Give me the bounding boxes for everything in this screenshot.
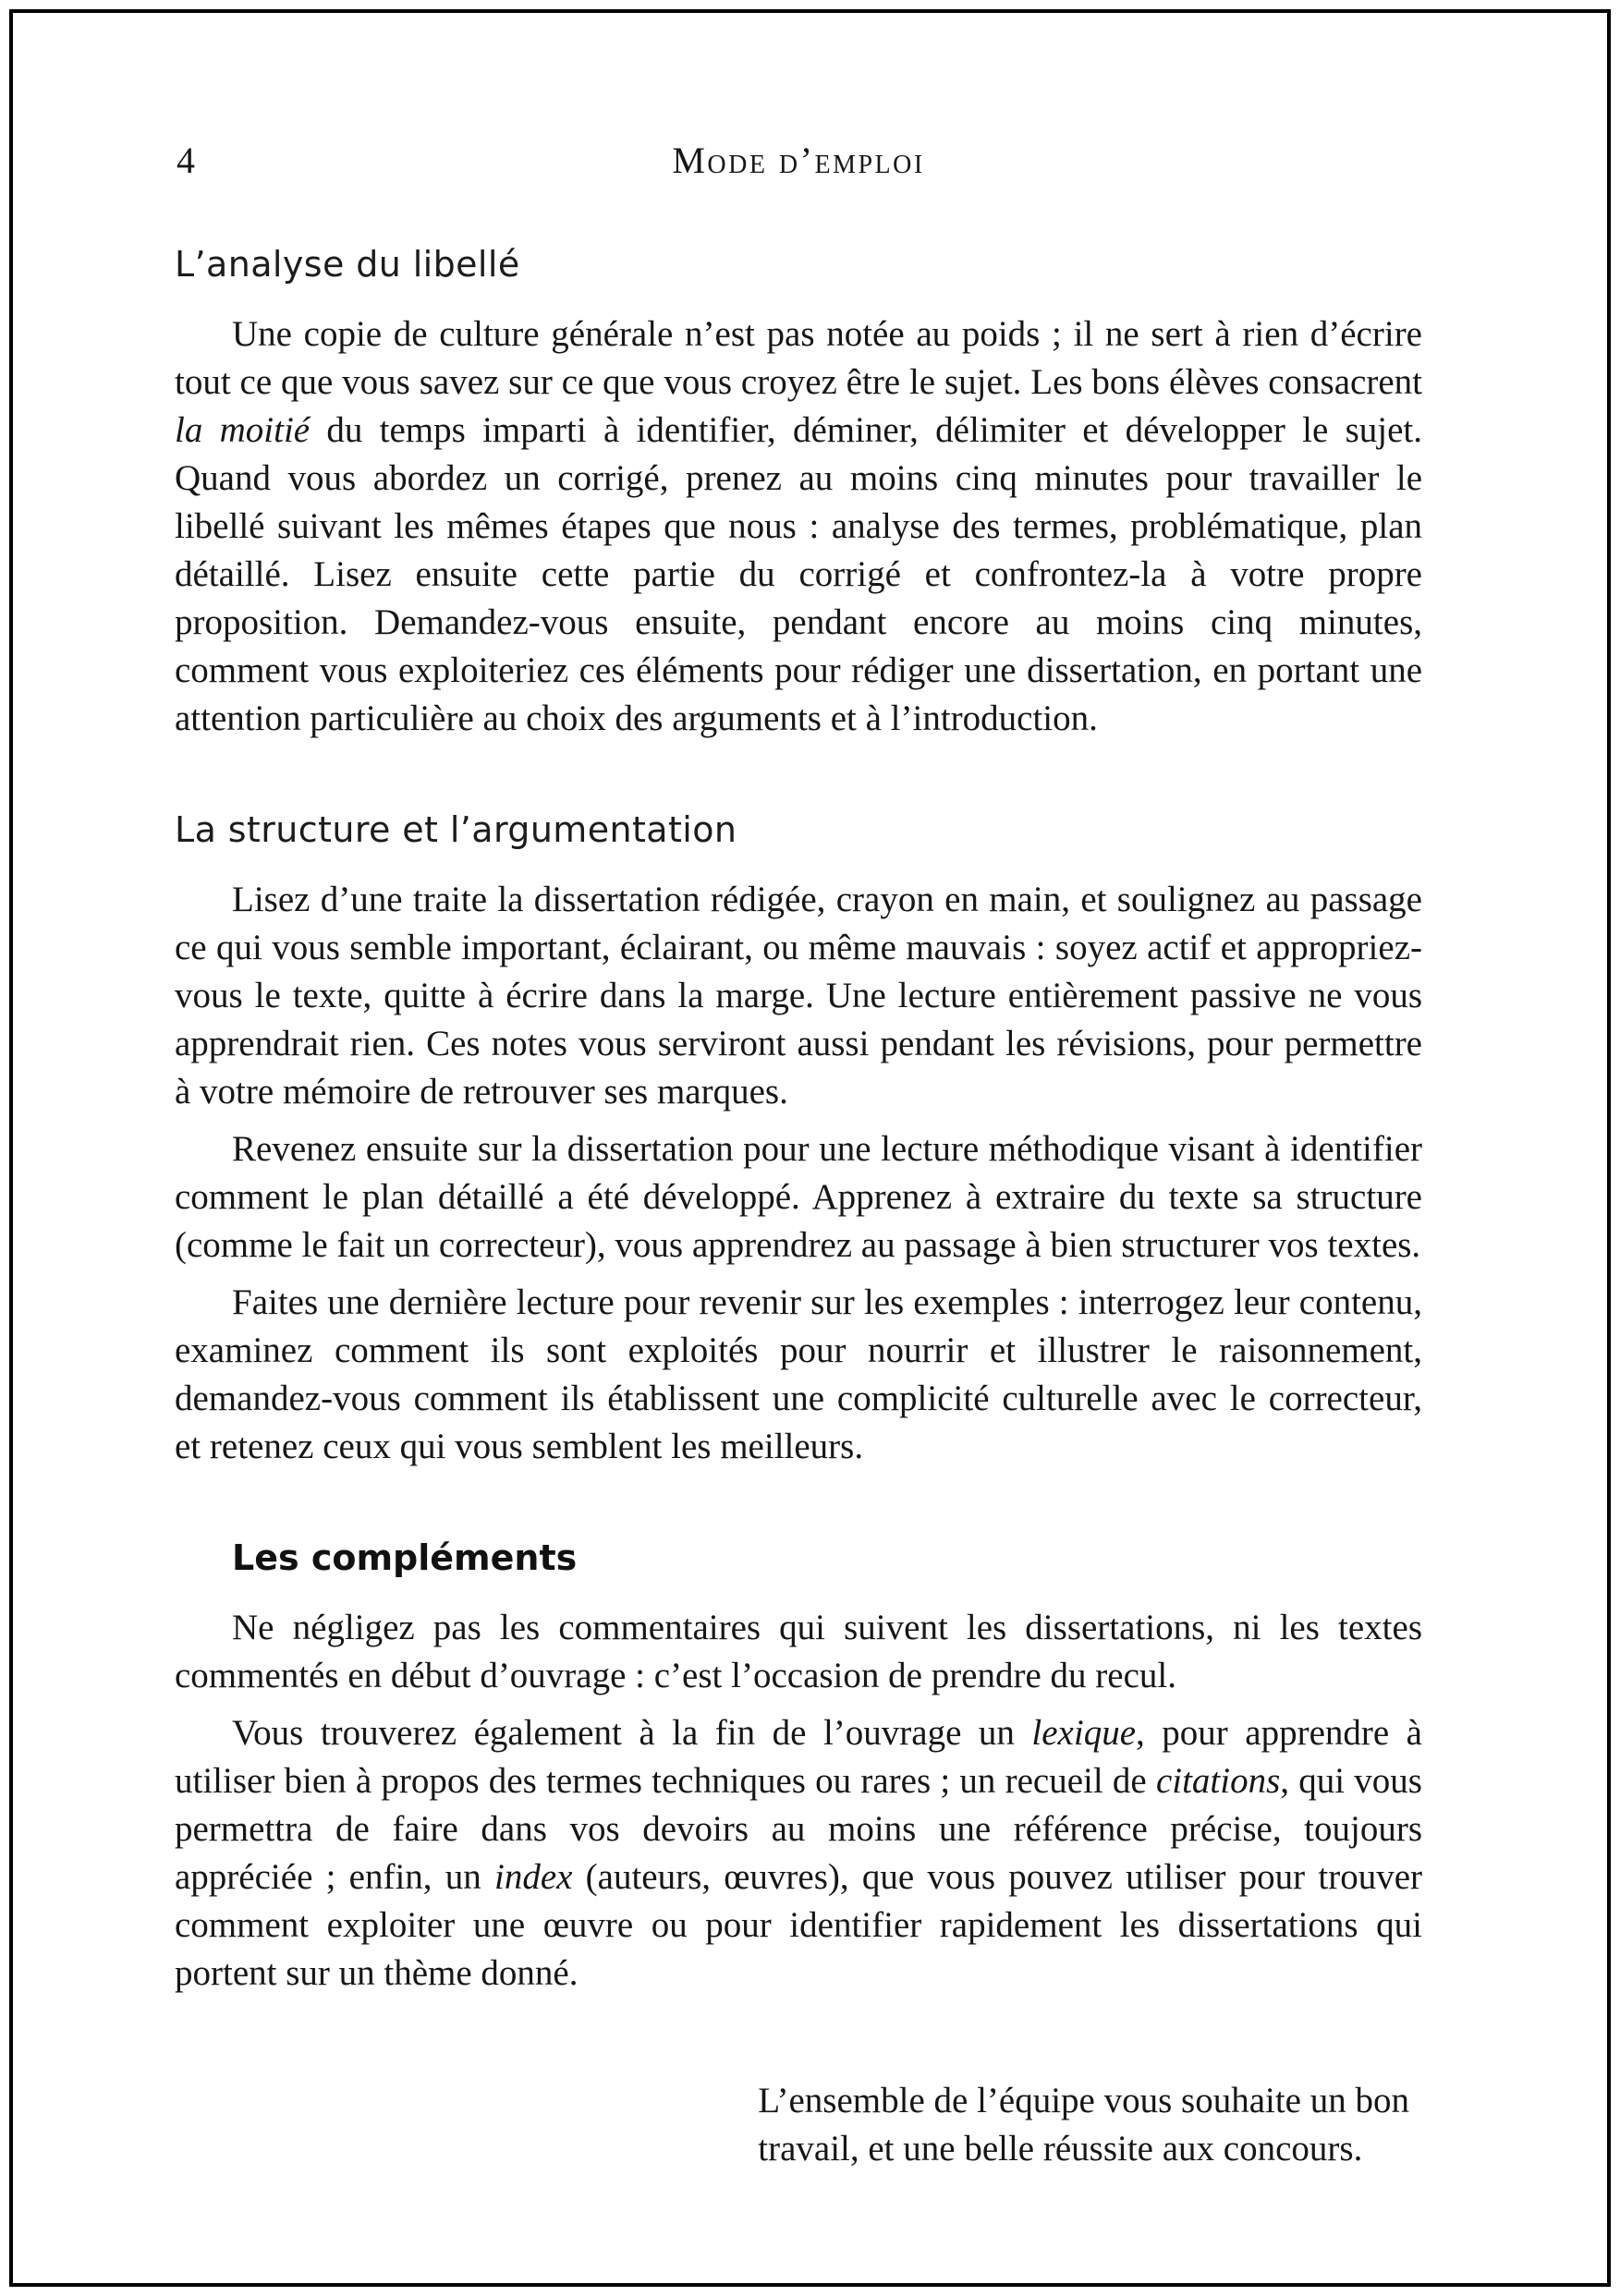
text-segment: Vous trouverez également à la fin de l’ouvrage un — [232, 1713, 1032, 1753]
text-segment: Faites une dernière lecture pour revenir sur les exemples : interrogez leur contenu, examinez comment ils sont exploités pour nourrir et illustrer le raisonnement, demandez-vous comment ils établissent une complicité culturelle avec le correcteur, et retenez ceux qui vous semblent les meilleurs. — [175, 1282, 1422, 1466]
text-segment: Revenez ensuite sur la dissertation pour une lecture méthodique visant à identifier comment le plan détaillé a été développé. Apprenez à extraire du texte sa structure (comme le fait un correcteur), vous apprendrez au passage à bien structurer vos textes. — [175, 1129, 1422, 1265]
section-heading: L’analyse du libellé — [175, 244, 520, 285]
section — [175, 1537, 1422, 1998]
text-segment: du temps imparti à identifier, déminer, délimiter et développer le sujet. Quand vous abordez un corrigé, prenez au moins cinq minutes pour travailler le libellé suivant les mêmes étapes que nous : analyse des termes, problématique, plan détaillé. Lisez ensuite cette partie du corrigé et confrontez-la à votre propre proposition. Demandez-vous ensuite, pendant encore au moins cinq minutes, comment vous exploiteriez ces éléments pour rédiger une dissertation, en portant une attention particulière au choix des arguments et à l’introduction. — [175, 410, 1422, 738]
closing-line: travail, et une belle réussite aux concours. — [758, 2129, 1363, 2168]
text-segment: , qui vous permettra de faire dans vos devoirs au moins une référence précise, toujours appréciée ; enfin, un — [175, 1761, 1422, 1897]
paragraph — [175, 1604, 1422, 1700]
section — [175, 244, 1422, 743]
section-heading: La structure et l’argumentation — [175, 809, 737, 850]
paragraph — [175, 1125, 1422, 1269]
italic-text: index — [493, 1857, 573, 1897]
text-segment: Ne négligez pas les commentaires qui suivent les dissertations, ni les textes commentés en début d’ouvrage : c’est l’occasion de prendre du recul. — [175, 1608, 1422, 1695]
paragraph — [175, 876, 1422, 1116]
text-segment: Une copie de culture générale n’est pas notée au poids ; il ne sert à rien d’écrire tout ce que vous savez sur ce que vous croyez être le sujet. Les bons élèves consacrent — [175, 314, 1422, 402]
text-segment: , pour apprendre à utiliser bien à propos des termes techniques ou rares ; un recueil de — [175, 1713, 1422, 1801]
running-title: Mode d’emploi — [672, 140, 925, 181]
italic-text: citations — [1155, 1761, 1281, 1801]
paragraph — [175, 1279, 1422, 1471]
page-content — [175, 139, 1422, 2173]
text-segment: (auteurs, œuvres), que vous pouvez utiliser pour trouver comment exploiter une œuvre ou pour identifier rapidement les dissertations qui portent sur un thème donné. — [175, 1857, 1422, 1993]
paragraph — [175, 310, 1422, 743]
text-segment: Lisez d’une traite la dissertation rédigée, crayon en main, et soulignez au passage ce qui vous semble important, éclairant, ou même mauvais : soyez actif et appropriez-vous le texte, quitte à écrire dans la marge. Une lecture entièrement passive ne vous apprendrait rien. Ces notes vous serviront aussi pendant les révisions, pour permettre à votre mémoire de retrouver ses marques. — [175, 880, 1422, 1112]
paragraph — [175, 1709, 1422, 1998]
section-heading: Les compléments — [232, 1537, 578, 1578]
italic-text: lexique — [1031, 1713, 1137, 1753]
running-head — [175, 139, 1422, 188]
page-body — [175, 244, 1422, 1998]
section — [175, 809, 1422, 1471]
page-number: 4 — [177, 140, 195, 181]
italic-text: la moitié — [175, 410, 311, 450]
closing-line: L’ensemble de l’équipe vous souhaite un bon — [758, 2081, 1409, 2120]
closing-block — [758, 2077, 1409, 2173]
